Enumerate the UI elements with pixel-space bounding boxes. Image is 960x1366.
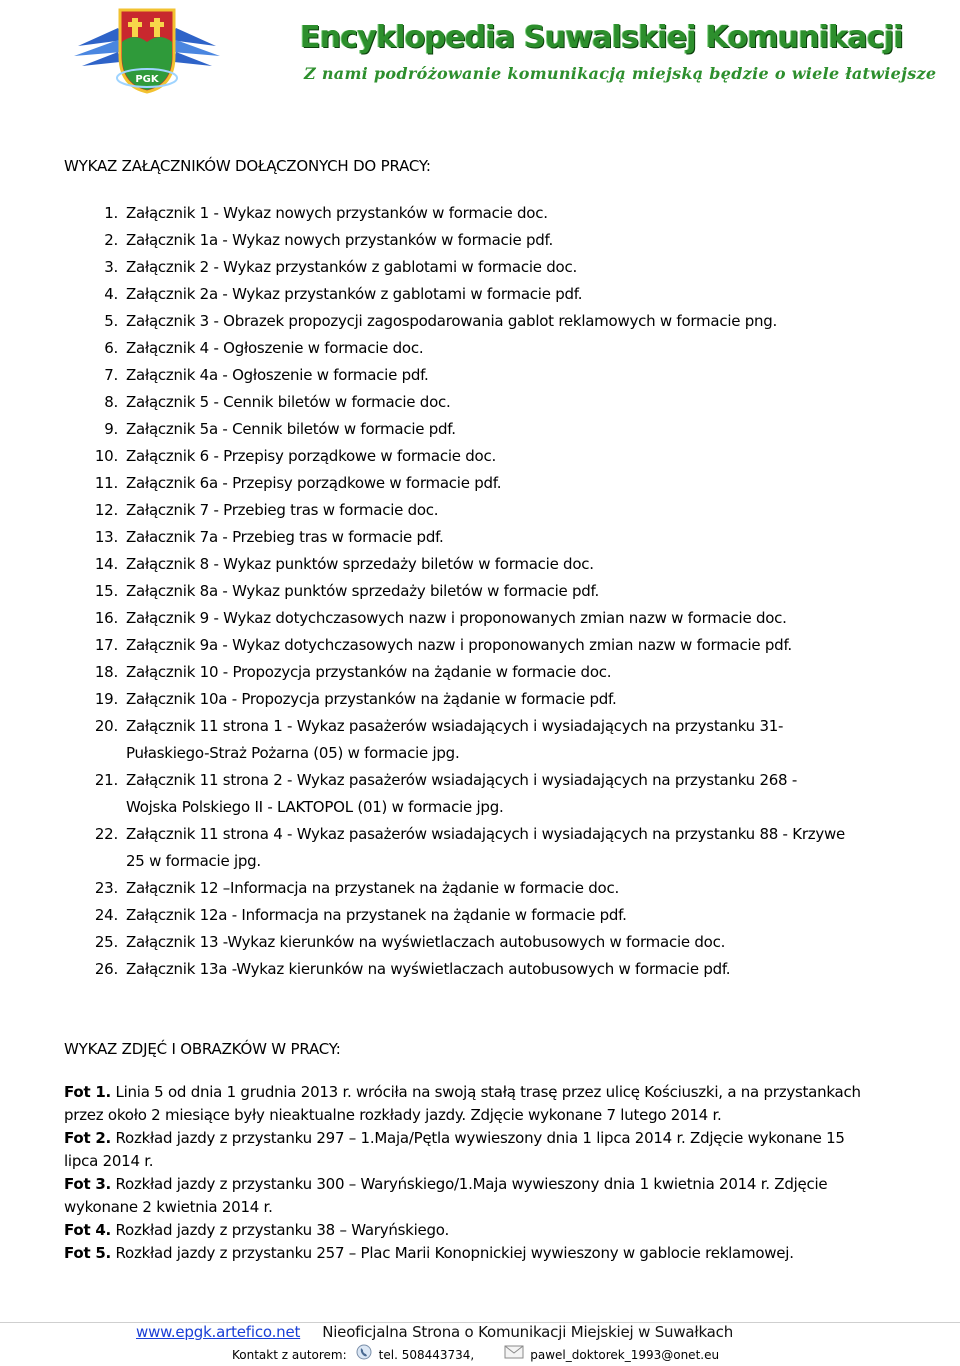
item-text: Załącznik 4a - Ogłoszenie w formacie pdf.	[126, 366, 429, 384]
phone-number: tel. 508443734,	[378, 1347, 475, 1362]
item-number: 22.	[94, 825, 118, 843]
attachment-item	[64, 686, 864, 713]
item-number: 21.	[94, 771, 118, 789]
attachment-item	[64, 524, 864, 551]
item-number: 2.	[104, 231, 118, 249]
attachment-item	[64, 902, 864, 929]
item-text: Załącznik 5a - Cennik biletów w formacie pdf.	[126, 420, 456, 438]
item-text: Załącznik 6 - Przepisy porządkowe w formacie doc.	[126, 447, 496, 465]
item-number: 1.	[104, 204, 118, 222]
attachment-item	[64, 254, 864, 281]
item-text: Załącznik 8a - Wykaz punktów sprzedaży biletów w formacie pdf.	[126, 582, 600, 600]
attachment-item	[64, 578, 864, 605]
email-address[interactable]: pawel_doktorek_1993@onet.eu	[530, 1347, 720, 1362]
photo-label: Fot 1.	[64, 1083, 111, 1101]
attachment-item	[64, 227, 864, 254]
attachment-item	[64, 632, 864, 659]
photo-caption: Rozkład jazdy z przystanku 38 – Waryńskiego.	[115, 1221, 449, 1239]
photo-entry	[64, 1242, 864, 1265]
item-number: 13.	[94, 528, 118, 546]
item-number: 4.	[104, 285, 118, 303]
attachment-item	[64, 659, 864, 686]
attachment-item	[64, 200, 864, 227]
item-number: 15.	[94, 582, 118, 600]
footer-main	[136, 1322, 733, 1342]
item-text: Załącznik 1 - Wykaz nowych przystanków w formacie doc.	[126, 204, 548, 222]
attachments-list	[64, 200, 864, 983]
item-number: 8.	[104, 393, 118, 411]
item-text: Załącznik 13a -Wykaz kierunków na wyświetlaczach autobusowych w formacie pdf.	[126, 960, 731, 978]
footer-description: Nieoficjalna Strona o Komunikacji Miejskiej w Suwałkach	[322, 1323, 734, 1341]
photo-entry	[64, 1081, 864, 1127]
item-text: Załącznik 10a - Propozycja przystanków na żądanie w formacie pdf.	[126, 690, 617, 708]
item-text: Załącznik 7 - Przebieg tras w formacie doc.	[126, 501, 439, 519]
photo-label: Fot 2.	[64, 1129, 111, 1147]
item-text: Załącznik 13 -Wykaz kierunków na wyświetlaczach autobusowych w formacie doc.	[126, 933, 726, 951]
attachments-heading: WYKAZ ZAŁĄCZNIKÓW DOŁĄCZONYCH DO PRACY:	[64, 157, 431, 175]
phone-icon	[355, 1344, 373, 1365]
photo-label: Fot 3.	[64, 1175, 111, 1193]
item-text: Załącznik 5 - Cennik biletów w formacie doc.	[126, 393, 451, 411]
svg-text:PGK: PGK	[135, 74, 159, 85]
item-number: 9.	[104, 420, 118, 438]
item-number: 5.	[104, 312, 118, 330]
item-number: 16.	[94, 609, 118, 627]
item-number: 6.	[104, 339, 118, 357]
attachment-item	[64, 929, 864, 956]
attachment-item	[64, 956, 864, 983]
item-text: Załącznik 2a - Wykaz przystanków z gablotami w formacie pdf.	[126, 285, 583, 303]
mail-icon	[504, 1345, 524, 1364]
photo-entry	[64, 1219, 864, 1242]
item-number: 17.	[94, 636, 118, 654]
item-text: Załącznik 12a - Informacja na przystanek na żądanie w formacie pdf.	[126, 906, 627, 924]
footer-contact	[232, 1344, 719, 1365]
photo-caption: Rozkład jazdy z przystanku 300 – Waryńskiego/1.Maja wywieszony dnia 1 kwietnia 2014 r. Zdjęcie wykonane 2 kwietnia 2014 r.	[64, 1175, 828, 1216]
photo-entry	[64, 1127, 864, 1173]
item-number: 11.	[94, 474, 118, 492]
item-text: Załącznik 3 - Obrazek propozycji zagospodarowania gablot reklamowych w formacie png.	[126, 312, 778, 330]
photo-label: Fot 5.	[64, 1244, 111, 1262]
attachment-item	[64, 605, 864, 632]
item-text: Załącznik 11 strona 1 - Wykaz pasażerów wsiadających i wysiadających na przystanku 31- Pułaskiego-Straż Pożarna (05) w formacie jpg.	[126, 717, 784, 762]
attachment-item	[64, 821, 864, 875]
attachment-item	[64, 281, 864, 308]
attachment-item	[64, 389, 864, 416]
item-number: 23.	[94, 879, 118, 897]
item-text: Załącznik 1a - Wykaz nowych przystanków w formacie pdf.	[126, 231, 553, 249]
attachment-item	[64, 362, 864, 389]
attachment-item	[64, 551, 864, 578]
attachment-item	[64, 767, 864, 821]
item-text: Załącznik 9 - Wykaz dotychczasowych nazw i proponowanych zmian nazw w formacie doc.	[126, 609, 787, 627]
item-text: Załącznik 6a - Przepisy porządkowe w formacie pdf.	[126, 474, 502, 492]
item-number: 3.	[104, 258, 118, 276]
photos-list	[64, 1081, 864, 1265]
item-text: Załącznik 2 - Wykaz przystanków z gablotami w formacie doc.	[126, 258, 577, 276]
attachment-item	[64, 713, 864, 767]
photo-caption: Rozkład jazdy z przystanku 297 – 1.Maja/Pętla wywieszony dnia 1 lipca 2014 r. Zdjęcie wykonane 15 lipca 2014 r.	[64, 1129, 845, 1170]
item-number: 20.	[94, 717, 118, 735]
item-number: 19.	[94, 690, 118, 708]
item-number: 14.	[94, 555, 118, 573]
attachment-item	[64, 335, 864, 362]
attachment-item	[64, 470, 864, 497]
item-text: Załącznik 12 –Informacja na przystanek na żądanie w formacie doc.	[126, 879, 619, 897]
attachment-item	[64, 308, 864, 335]
item-number: 26.	[94, 960, 118, 978]
attachment-item	[64, 875, 864, 902]
item-number: 18.	[94, 663, 118, 681]
photos-heading: WYKAZ ZDJĘĆ I OBRAZKÓW W PRACY:	[64, 1040, 341, 1058]
photo-label: Fot 4.	[64, 1221, 111, 1239]
item-number: 12.	[94, 501, 118, 519]
contact-label: Kontakt z autorem:	[232, 1347, 347, 1362]
site-slogan: Z nami podróżowanie komunikacją miejską będzie o wiele łatwiejsze	[304, 64, 937, 83]
item-number: 7.	[104, 366, 118, 384]
photo-caption: Linia 5 od dnia 1 grudnia 2013 r. wróciła na swoją stałą trasę przez ulicę Kościuszki, a na przystankach przez około 2 miesiące były nieaktualne rozkłady jazdy. Zdjęcie wykonane 7 lutego 2014 r.	[64, 1083, 861, 1124]
item-text: Załącznik 11 strona 4 - Wykaz pasażerów wsiadających i wysiadających na przystanku 88 - Krzywe 25 w formacie jpg.	[126, 825, 845, 870]
item-text: Załącznik 10 - Propozycja przystanków na żądanie w formacie doc.	[126, 663, 612, 681]
item-text: Załacznik 7a - Przebieg tras w formacie pdf.	[126, 528, 444, 546]
photo-entry	[64, 1173, 864, 1219]
item-number: 24.	[94, 906, 118, 924]
header-banner	[72, 6, 937, 96]
attachment-item	[64, 416, 864, 443]
attachment-item	[64, 497, 864, 524]
item-text: Załącznik 9a - Wykaz dotychczasowych nazw i proponowanych zmian nazw w formacie pdf.	[126, 636, 792, 654]
attachment-item	[64, 443, 864, 470]
item-text: Załącznik 4 - Ogłoszenie w formacie doc.	[126, 339, 424, 357]
item-number: 10.	[94, 447, 118, 465]
item-number: 25.	[94, 933, 118, 951]
item-text: Załącznik 8 - Wykaz punktów sprzedaży biletów w formacie doc.	[126, 555, 594, 573]
website-link[interactable]: www.epgk.artefico.net	[136, 1323, 301, 1341]
photo-caption: Rozkład jazdy z przystanku 257 – Plac Marii Konopnickiej wywieszony w gablocie reklamowej.	[115, 1244, 794, 1262]
item-text: Załącznik 11 strona 2 - Wykaz pasażerów wsiadających i wysiadających na przystanku 268 - Wojska Polskiego II - LAKTOPOL (01) w formacie jpg.	[126, 771, 798, 816]
pgk-logo	[72, 6, 222, 94]
site-title: Encyklopedia Suwalskiej Komunikacji	[300, 20, 903, 55]
